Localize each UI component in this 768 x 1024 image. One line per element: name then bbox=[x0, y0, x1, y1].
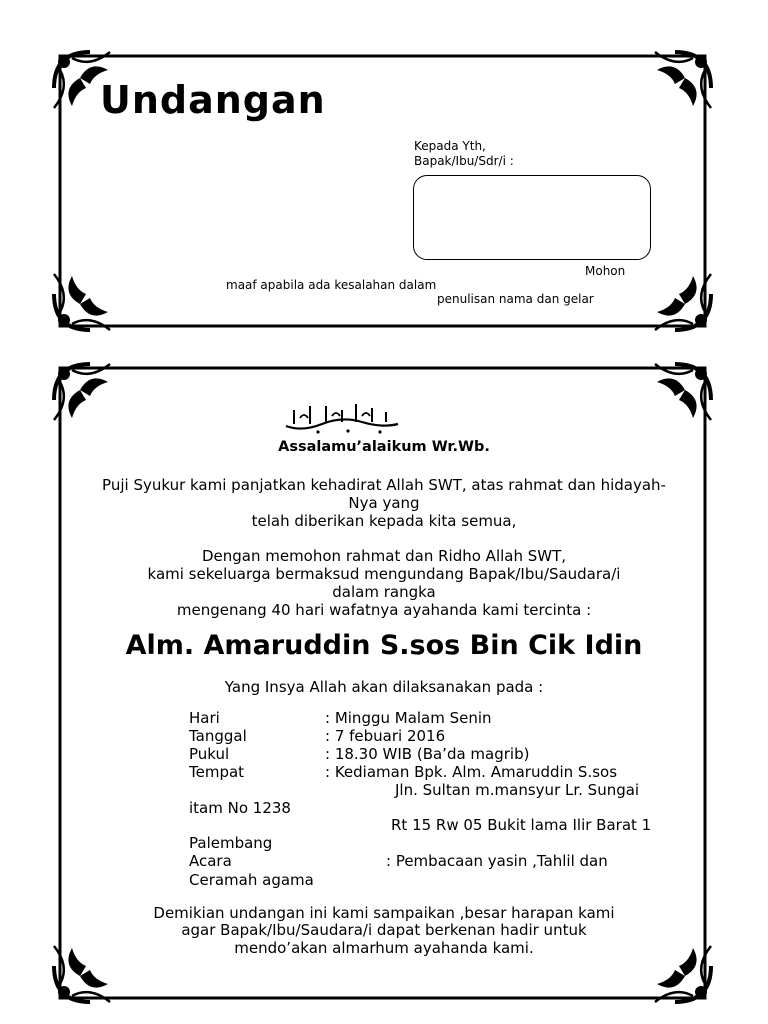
tanggal-value: : 7 febuari 2016 bbox=[325, 727, 446, 745]
address-line1: Jln. Sultan m.mansyur Lr. Sungai bbox=[395, 781, 640, 799]
acara-label: Acara bbox=[189, 852, 232, 870]
address-line2: itam No 1238 bbox=[189, 799, 291, 817]
para2-line4: mengenang 40 hari wafatnya ayahanda kami tercinta : bbox=[176, 601, 592, 619]
pukul-label: Pukul bbox=[189, 745, 230, 763]
para1-line3: telah diberikan kepada kita semua, bbox=[251, 512, 517, 530]
note-line2: maaf apabila ada kesalahan dalam bbox=[226, 278, 437, 292]
deceased-name: Alm. Amaruddin S.sos Bin Cik Idin bbox=[125, 630, 643, 661]
recipient-line1: Kepada Yth, bbox=[414, 139, 486, 153]
event-intro: Yang Insya Allah akan dilaksanakan pada : bbox=[224, 678, 544, 696]
bismillah-calligraphy-icon bbox=[282, 402, 402, 438]
address-line4: Palembang bbox=[189, 834, 273, 852]
acara-value-line2: Ceramah agama bbox=[189, 871, 314, 889]
pukul-value: : 18.30 WIB (Ba’da magrib) bbox=[325, 745, 530, 763]
note-line1: Mohon bbox=[585, 264, 626, 278]
recipient-line2: Bapak/Ibu/Sdr/i : bbox=[414, 154, 514, 168]
tempat-value: : Kediaman Bpk. Alm. Amaruddin S.sos bbox=[325, 763, 618, 781]
greeting: Assalamu’alaikum Wr.Wb. bbox=[278, 439, 490, 455]
hari-value: : Minggu Malam Senin bbox=[325, 709, 492, 727]
envelope-title: Undangan bbox=[100, 78, 326, 122]
para2-line3: dalam rangka bbox=[332, 583, 436, 601]
recipient-name-box[interactable] bbox=[413, 175, 651, 260]
para2-line2: kami sekeluarga bermaksud mengundang Bapak/Ibu/Saudara/i bbox=[147, 565, 621, 583]
acara-value: : Pembacaan yasin ,Tahlil dan bbox=[386, 852, 608, 870]
closing-line1: Demikian undangan ini kami sampaikan ,besar harapan kami bbox=[153, 904, 615, 922]
tempat-label: Tempat bbox=[189, 763, 245, 781]
closing-line2: agar Bapak/Ibu/Saudara/i dapat berkenan hadir untuk bbox=[181, 921, 587, 939]
hari-label: Hari bbox=[189, 709, 220, 727]
closing-line3: mendo’akan almarhum ayahanda kami. bbox=[234, 939, 534, 957]
para1-line1: Puji Syukur kami panjatkan kehadirat Allah SWT, atas rahmat dan hidayah- bbox=[102, 476, 666, 494]
para1-line2: Nya yang bbox=[348, 494, 420, 512]
note-line3: penulisan nama dan gelar bbox=[437, 292, 594, 306]
para2-line1: Dengan memohon rahmat dan Ridho Allah SWT, bbox=[201, 547, 567, 565]
tanggal-label: Tanggal bbox=[189, 727, 247, 745]
address-line3: Rt 15 Rw 05 Bukit lama Ilir Barat 1 bbox=[391, 816, 652, 834]
